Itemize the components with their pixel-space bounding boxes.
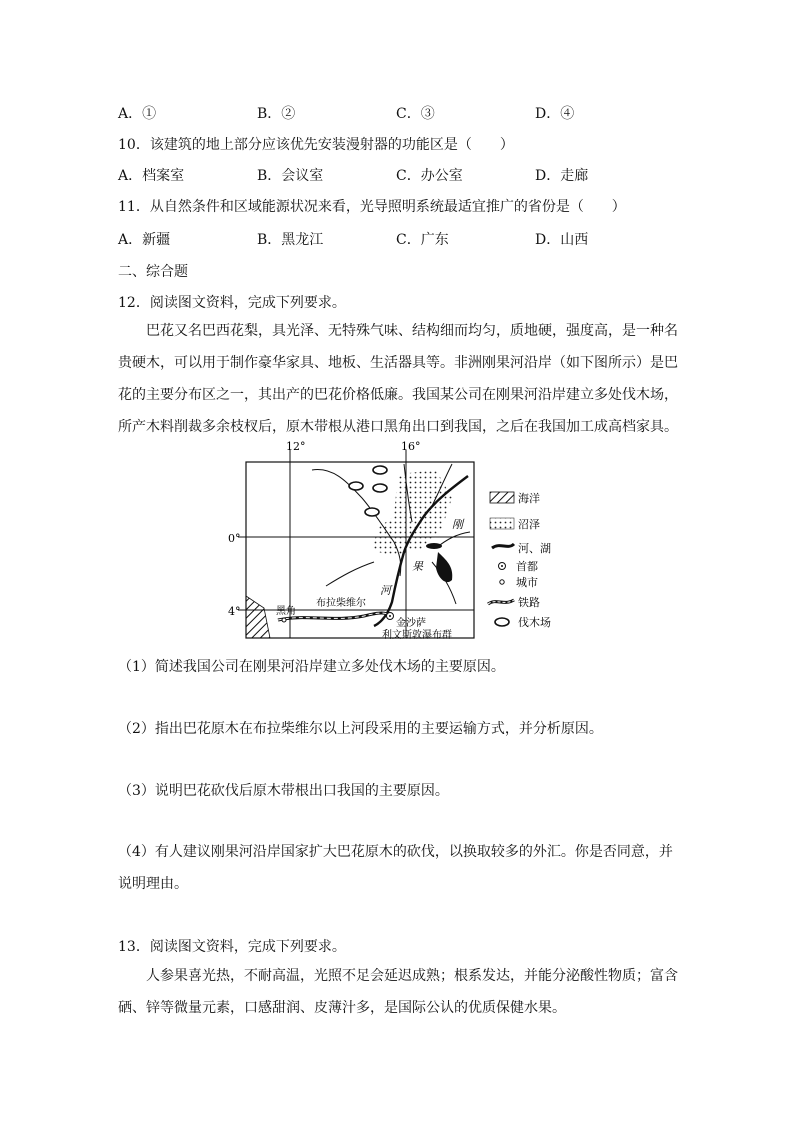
legend-label: 沼泽 — [518, 518, 540, 531]
legend-label: 海洋 — [518, 492, 540, 505]
place-brazzaville: 布拉柴维尔 — [316, 598, 366, 609]
river-label: 果 — [412, 560, 423, 573]
section-title: 二、综合题 — [118, 264, 188, 280]
q10-stem: 10．该建筑的地上部分应该优先安装漫射器的功能区是（ ） — [118, 137, 514, 153]
legend-river-swatch — [492, 544, 514, 548]
q10-option-c: C．办公室 — [396, 168, 463, 184]
q11-option-b: B．黑龙江 — [257, 232, 324, 248]
legend-label: 铁路 — [518, 596, 540, 609]
logging-camp — [365, 508, 379, 516]
legend-swamp-swatch — [490, 518, 514, 529]
river-label: 河 — [380, 584, 391, 597]
q13-stem: 13．阅读图文资料，完成下列要求。 — [118, 939, 346, 955]
q9-option-c: C．③ — [396, 106, 435, 122]
logging-camp — [373, 466, 387, 474]
place-falls: 利文斯敦瀑布群 — [382, 630, 452, 641]
river-label: 刚 — [452, 518, 463, 531]
q11-option-a: A．新疆 — [118, 232, 171, 248]
q13-passage: 人参果喜光热，不耐高温，光照不足会延迟成熟；根系发达，并能分泌酸性物质；富含硒、锌等微量元素，口感甜润、皮薄汁多，是国际公认的优质保健水果。 — [118, 968, 678, 1016]
legend-logging-camp-icon — [495, 618, 509, 626]
city-heijiao-icon — [282, 618, 286, 622]
legend-city-icon — [500, 580, 504, 584]
q10-option-a: A．档案室 — [118, 168, 185, 184]
q12-subquestion-1: （1）简述我国公司在刚果河沿岸建立多处伐木场的主要原因。 — [118, 659, 505, 675]
q9-option-b: B．② — [257, 106, 296, 122]
lat-label: 4° — [228, 605, 241, 618]
lon-label: 16° — [401, 440, 421, 453]
q12-passage: 巴花又名巴西花梨，具光泽、无特殊气味、结构细而均匀，质地硬，强度高，是一种名贵硬木，可以用于制作豪华家具、地板、生活器具等。非洲刚果河沿岸（如下图所示）是巴花的主要分布区之一，其出产的巴花价格低廉。我国某公司在刚果河沿岸建立多处伐木场，所产木料削裁多余枝杈后，原木带根从港口黑角出口到我国，之后在我国加工成高档家具。 — [118, 323, 678, 435]
q10-option-b: B．会议室 — [257, 168, 324, 184]
q11-option-c: C．广东 — [396, 232, 449, 248]
q12-subquestion-4: （4）有人建议刚果河沿岸国家扩大巴花原木的砍伐，以换取较多的外汇。你是否同意，并说明理由。 — [118, 844, 673, 892]
logging-camp — [373, 484, 387, 492]
legend-ocean-swatch — [490, 492, 514, 503]
lon-label: 12° — [286, 440, 306, 453]
q11-option-d: D．山西 — [535, 232, 589, 248]
legend-label: 河、湖 — [518, 542, 551, 555]
q12-subquestion-3: （3）说明巴花砍伐后原木带根出口我国的主要原因。 — [118, 783, 449, 799]
congo-river-map — [224, 436, 574, 642]
q9-option-a: A．① — [118, 106, 157, 122]
q11-stem: 11．从自然条件和区域能源状况来看，光导照明系统最适宜推广的省份是（ ） — [118, 199, 626, 215]
q9-option-d: D．④ — [535, 106, 575, 122]
q10-option-d: D．走廊 — [535, 168, 589, 184]
q12-stem: 12．阅读图文资料，完成下列要求。 — [118, 295, 346, 311]
q12-subquestion-2: （2）指出巴花原木在布拉柴维尔以上河段采用的主要运输方式，并分析原因。 — [118, 721, 603, 737]
place-kinshasa: 金沙萨 — [396, 618, 426, 629]
map-legend — [488, 491, 551, 629]
lat-label: 0° — [228, 532, 241, 545]
legend-label: 伐木场 — [518, 616, 551, 629]
place-heijiao: 黑角 — [276, 606, 296, 617]
legend-label: 城市 — [516, 576, 538, 589]
lake-small — [426, 543, 442, 549]
logging-camp — [349, 482, 363, 490]
legend-label: 首都 — [516, 560, 538, 573]
